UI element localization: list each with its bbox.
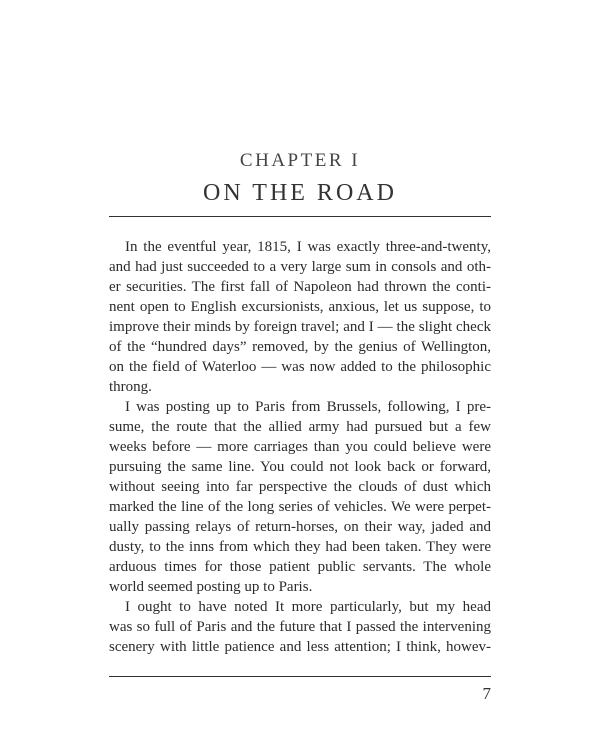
text-line: I ought to have noted It more particularly, but my head — [125, 599, 491, 615]
chapter-label: CHAPTER I — [239, 150, 361, 171]
page-number: 7 — [482, 684, 491, 703]
text-line: world seemed posting up to Paris. — [109, 579, 313, 595]
text-line: throng. — [109, 379, 152, 395]
text-line: weeks before — more carriages than you could believe were — [109, 439, 491, 455]
text-line: ually passing relays of return-horses, on their way, jaded and — [109, 519, 491, 535]
paragraph-1 — [109, 237, 491, 397]
header-divider — [109, 216, 491, 217]
text-line: of the “hundred days” removed, by the genius of Wellington, — [109, 339, 491, 355]
text-line: marked the line of the long series of vehicles. We were perpet- — [109, 499, 491, 515]
footer-divider — [109, 676, 491, 677]
text-line: and had just succeeded to a very large sum in consols and oth- — [109, 259, 491, 275]
text-line: pursuing the same line. You could not look back or forward, — [109, 459, 491, 475]
text-line: nent open to English excursionists, anxious, let us suppose, to — [109, 299, 491, 315]
chapter-body — [109, 237, 491, 657]
text-line: without seeing into far perspective the clouds of dust which — [109, 479, 491, 495]
chapter-title: ON THE ROAD — [203, 180, 397, 206]
text-line: er securities. The first fall of Napoleon had thrown the conti- — [109, 279, 491, 295]
text-line: In the eventful year, 1815, I was exactly three-and-twenty, — [125, 239, 491, 255]
text-line: dusty, to the inns from which they had been taken. They were — [109, 539, 491, 555]
text-line: I was posting up to Paris from Brussels, following, I pre- — [125, 399, 491, 415]
text-line: scenery with little patience and less attention; I think, howev- — [109, 639, 491, 655]
text-line: was so full of Paris and the future that I passed the intervening — [109, 619, 491, 635]
text-line: arduous times for those patient public servants. The whole — [109, 559, 491, 575]
text-line: on the field of Waterloo — was now added to the philosophic — [109, 359, 491, 375]
text-line: improve their minds by foreign travel; and I — the slight check — [109, 319, 491, 335]
paragraph-3 — [109, 597, 491, 657]
paragraph-2 — [109, 397, 491, 597]
text-line: sume, the route that the allied army had pursued but a few — [109, 419, 491, 435]
